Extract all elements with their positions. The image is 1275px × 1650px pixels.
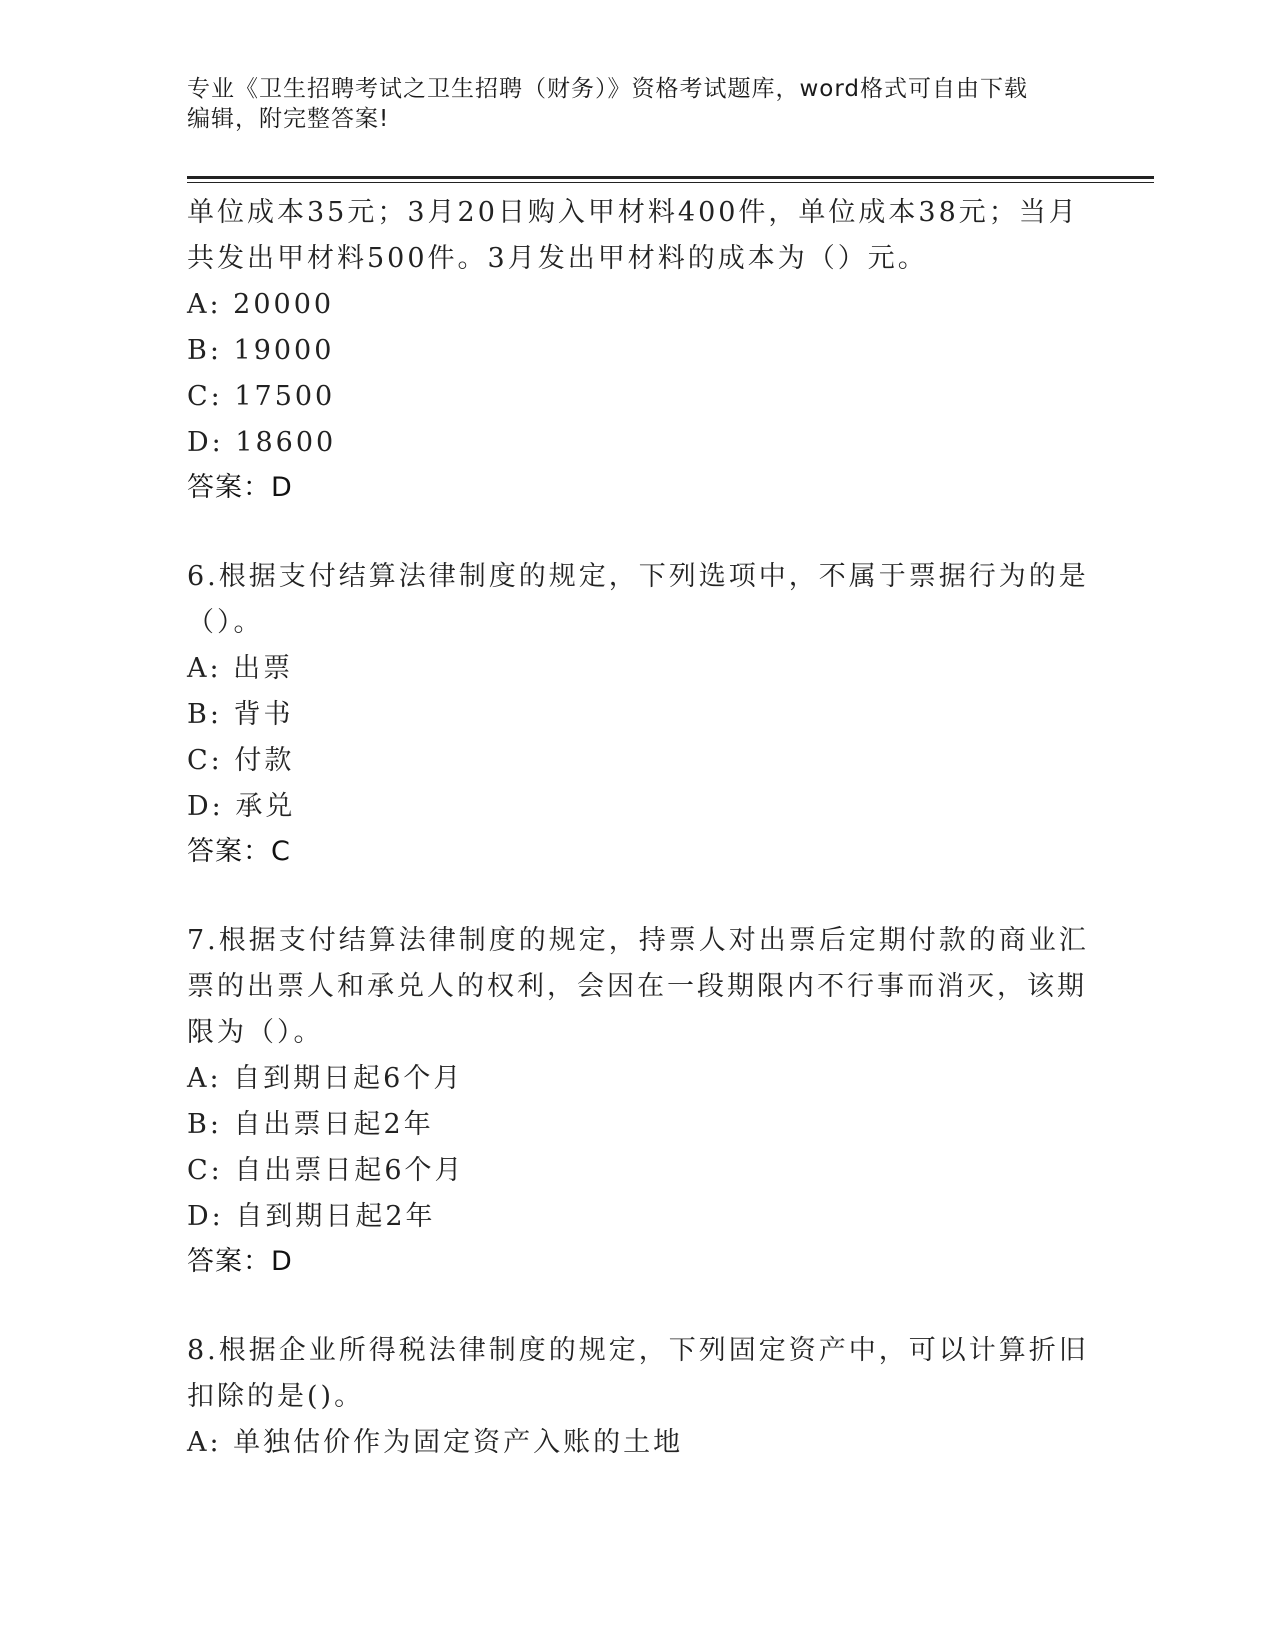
question-7-option-b: B: 自出票日起2年 <box>187 1109 434 1140</box>
question-6-option-c: C: 付款 <box>187 745 295 776</box>
spacer <box>187 874 1087 918</box>
question-6-text-line-2: （）。 <box>187 607 264 638</box>
question-7 <box>187 918 1087 1284</box>
question-6-option-d: D: 承兑 <box>187 791 296 822</box>
spacer <box>187 510 1087 554</box>
header-line-1: 专业《卫生招聘考试之卫生招聘（财务）》资格考试题库，word格式可自由下载 <box>187 76 1029 102</box>
question-7-option-c: C: 自出票日起6个月 <box>187 1155 465 1186</box>
question-7-option-a: A: 自到期日起6个月 <box>187 1063 464 1094</box>
question-5-text-line-1: 单位成本35元；3月20日购入甲材料400件，单位成本38元；当月 <box>187 197 1079 228</box>
question-6-text-line-1: 6.根据支付结算法律制度的规定，下列选项中，不属于票据行为的是 <box>187 561 1089 592</box>
question-6-option-b: B: 背书 <box>187 699 294 730</box>
question-7-text-line-3: 限为（）。 <box>187 1017 324 1048</box>
question-8 <box>187 1328 1087 1466</box>
question-5 <box>187 190 1087 510</box>
document-header <box>187 74 1067 134</box>
question-6-answer: 答案：C <box>187 836 291 867</box>
spacer <box>187 1284 1087 1328</box>
question-5-option-a: A: 20000 <box>187 289 335 320</box>
question-8-option-a: A: 单独估价作为固定资产入账的土地 <box>187 1427 684 1458</box>
question-7-text-line-2: 票的出票人和承兑人的权利，会因在一段期限内不行事而消灭，该期 <box>187 971 1087 1002</box>
question-5-text-line-2: 共发出甲材料500件。3月发出甲材料的成本为（）元。 <box>187 243 928 274</box>
question-5-option-d: D: 18600 <box>187 427 337 458</box>
question-8-text-line-1: 8.根据企业所得税法律制度的规定，下列固定资产中，可以计算折旧 <box>187 1335 1089 1366</box>
question-7-text-line-1: 7.根据支付结算法律制度的规定，持票人对出票后定期付款的商业汇 <box>187 925 1089 956</box>
question-7-answer: 答案：D <box>187 1246 293 1277</box>
question-6 <box>187 554 1087 874</box>
header-line-2: 编辑，附完整答案! <box>187 106 390 132</box>
question-5-option-b: B: 19000 <box>187 335 335 366</box>
question-5-answer: 答案：D <box>187 472 293 503</box>
question-7-option-d: D: 自到期日起2年 <box>187 1201 436 1232</box>
question-content <box>187 190 1087 1466</box>
question-6-option-a: A: 出票 <box>187 653 294 684</box>
header-divider-thin <box>187 182 1154 183</box>
question-5-option-c: C: 17500 <box>187 381 336 412</box>
header-divider-thick <box>187 176 1154 179</box>
question-8-text-line-2: 扣除的是()。 <box>187 1381 365 1412</box>
